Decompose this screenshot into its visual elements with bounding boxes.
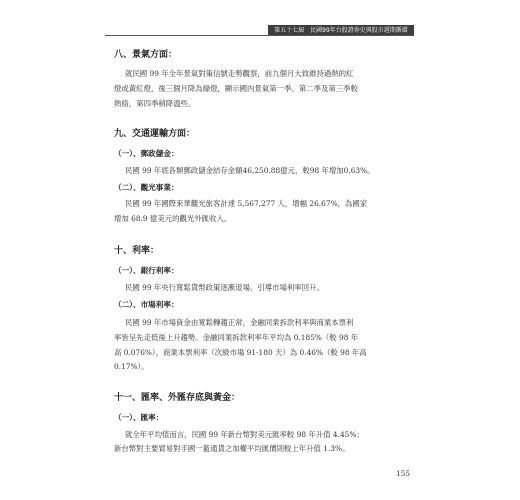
subsection-heading-market-rate: （二）、市場利率： [114, 300, 179, 309]
paragraph-line: 增加 68.9 億美元的觀光外匯收入。 [114, 214, 232, 223]
section-heading-interest-rate: 十、利率： [114, 246, 160, 256]
section-heading-business-cycle: 八、景氣方面： [114, 50, 178, 60]
section-heading-transport: 九、交通運輸方面： [114, 129, 196, 139]
paragraph-line: 0.17%）。 [114, 362, 149, 371]
subsection-heading-bank-rate: （一）、銀行利率： [114, 266, 179, 275]
section-heading-exchange-rate: 十一、匯率、外匯存底與黃金： [114, 393, 241, 403]
subsection-heading-exchange-rate: （一）、匯率： [114, 413, 164, 422]
subsection-heading-tourism: （二）、觀光事業： [114, 183, 179, 192]
paragraph-line: 新台幣對主要貿易對手國一籃通貨之加權平均匯價則較上年升值 1.3%。 [114, 444, 350, 453]
paragraph-line: 熱絡，第四季稍降溫些。 [114, 99, 196, 108]
paragraph-line: 燈或黃紅燈，後三個月降為綠燈，顯示國內景氣第一季、第二季及第三季較 [114, 84, 358, 93]
paragraph-line: 民國 99 年底各類郵政儲金結存金額46,250.88億元，較98 年增加0.63%。 [125, 166, 375, 175]
subsection-heading-postal-savings: （一）、郵政儲金： [114, 149, 179, 158]
paragraph-line: 率皆呈先走低後上升趨勢。金融同業拆款利率年平均為 0.185%（較 98 年 [114, 333, 359, 342]
paragraph-line: 就全年平均值而言，民國 99 年新台幣對美元匯率較 98 年升值 4.45%； [125, 430, 364, 439]
paragraph-line: 高 0.076%），商業本票利率（次級市場 91-180 天）為 0.46%（較 98 年高 [114, 348, 367, 357]
running-header: 第五十七屆 民國99年台股證券史與股市週期循環 [268, 25, 414, 36]
paragraph-line: 民國 99 年市場資金由寬鬆轉趨正常，金融同業拆款利率與商業本票利 [125, 318, 354, 327]
paragraph-line: 民國 99 年國際來華觀光旅客計達 5,567,277 人，增幅 26.67%，為國家 [125, 199, 368, 208]
paragraph-line: 民國 99 年央行寬鬆貨幣政策逐漸退場，引導市場利率回升。 [125, 283, 324, 292]
header-rule [105, 35, 414, 36]
page-number: 155 [396, 469, 411, 478]
paragraph-line: 就民國 99 年全年景氣對策信號走勢觀察，前九個月大致維持過熱的紅 [125, 69, 354, 78]
